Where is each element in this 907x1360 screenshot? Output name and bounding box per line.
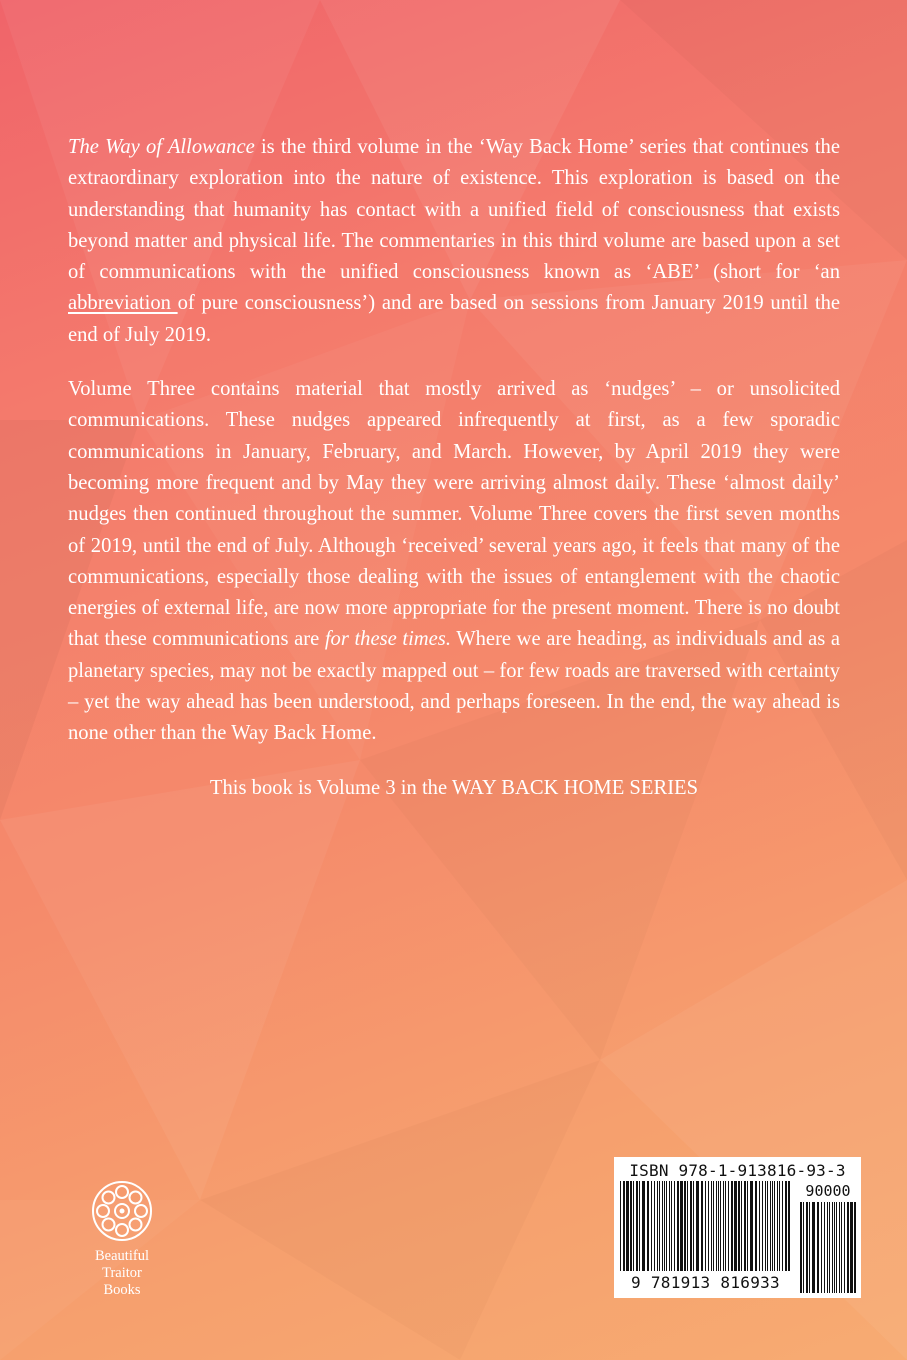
barcode-bar [827,1202,828,1293]
barcode-bar [718,1181,719,1271]
blurb-text: of pure consciousness’) and are based on sessions from January 2019 until the end of July 2019. [68,292,841,346]
barcode-bar [767,1181,768,1271]
barcode-bar [701,1181,703,1271]
publisher-name [76,1248,168,1299]
publisher-logo [76,1178,168,1299]
blurb-text: is the third volume in the ‘Way Back Home’ series that continues the extraordinary exploration into the nature of existence. This exploration is based on the understanding that humanity has contact with a unified field of consciousness that exists beyond matter and physical life. The commentaries in this third volume are based upon a set of communications with the unified consciousness known as ‘ABE’ (short for ‘an [68,136,840,284]
barcode-bar [847,1202,849,1293]
emphasis-text: for these times. [324,628,451,651]
barcode-bar [834,1202,835,1293]
barcode-bar [850,1202,853,1293]
ean-digits: 9 781913 816933 [631,1273,780,1292]
barcode-bar [690,1181,692,1271]
series-note: This book is Volume 3 in the WAY BACK HOME SERIES [209,776,699,799]
barcode-bar [824,1202,825,1293]
barcode-bar [809,1202,810,1293]
barcode-bar [723,1181,724,1271]
barcode-bar [666,1181,667,1271]
publisher-line: Beautiful [95,1248,149,1264]
barcode-bar [662,1181,663,1271]
barcode-bar [844,1202,845,1293]
barcode-bar [657,1181,658,1271]
barcode-bar [829,1202,830,1293]
barcode-bar [725,1181,726,1271]
blurb-text: Where we are heading, as individuals and as a planetary species, may not be exactly mapped out – for few roads are traversed with certainty – yet the way ahead has been understood, and perhaps foreseen. In the end, the way ahead is none other than the Way Back Home. [68,628,840,745]
barcode-bar [684,1181,686,1271]
barcode-bar [711,1181,712,1271]
barcode-bar [696,1181,699,1271]
blurb-paragraph-2 [68,374,840,750]
barcode-bar [626,1181,629,1271]
book-title: The Way of Allowance [68,136,255,158]
barcode-bar [782,1181,783,1271]
barcode-bar [654,1181,655,1271]
publisher-line: Traitor [102,1265,142,1281]
barcode-bar [647,1181,649,1271]
barcode-bar [693,1181,694,1271]
barcode-bar [716,1181,717,1271]
barcode-bar [708,1181,709,1271]
publisher-line: Books [103,1282,141,1298]
barcode-bar [854,1202,856,1293]
underlined-word: abbreviation [68,292,178,315]
barcode-bar [738,1181,740,1271]
barcode-bar [779,1181,780,1271]
barcode-bar [674,1181,675,1271]
barcode-bar [772,1181,773,1271]
barcode-bar [659,1181,660,1271]
barcode-bar [750,1181,753,1271]
barcode-bar [713,1181,714,1271]
isbn-barcode [614,1157,861,1298]
barcode-bar [731,1181,733,1271]
barcode-bar [669,1181,670,1271]
price-addon-digits: 90000 [805,1182,851,1200]
barcode-bar [664,1181,665,1271]
barcode-bar [734,1181,737,1271]
barcode-bar [832,1202,833,1293]
barcode-bar [677,1181,679,1271]
back-cover-blurb [68,132,840,827]
barcode-bar [687,1181,688,1271]
barcode-bar [836,1202,837,1293]
barcode-bar [755,1181,757,1271]
barcode-bar [642,1181,645,1271]
barcode-bar [744,1181,746,1271]
barcode-bar [651,1181,652,1271]
barcode-bar [639,1181,640,1271]
barcode-bar [806,1202,808,1293]
barcode-bar [774,1181,775,1271]
barcode-bar [812,1202,815,1293]
barcode-bar [817,1202,819,1293]
barcode-bar [800,1202,802,1293]
barcode-bar [671,1181,672,1271]
barcode-bar [803,1202,804,1293]
isbn-label: ISBN 978-1-913816-93-3 [629,1161,846,1180]
barcode-bar [636,1181,638,1271]
barcode-bar [680,1181,683,1271]
barcode-bar [741,1181,742,1271]
barcode-bar [633,1181,634,1271]
barcode-bar [821,1202,822,1293]
blurb-paragraph-1 [68,132,840,351]
barcode-bar [841,1202,842,1293]
barcode-bar [759,1181,760,1271]
barcode-bar [747,1181,748,1271]
barcode-bar [777,1181,778,1271]
barcode-bar [728,1181,729,1271]
barcode-bar [762,1181,763,1271]
barcode-bar [705,1181,706,1271]
barcode-bar [630,1181,632,1271]
barcode-bar [788,1181,790,1271]
barcode-bar [785,1181,787,1271]
mandala-icon [89,1178,155,1244]
barcode-bar [839,1202,840,1293]
barcode-bar [720,1181,721,1271]
barcode-bar [770,1181,771,1271]
barcode-bar [765,1181,766,1271]
blurb-text: Volume Three contains material that mostly arrived as ‘nudges’ – or unsolicited communications. These nudges appeared infrequently at first, as a few sporadic communications in January, February, and March. However, by April 2019 they were becoming more frequent and by May they were arriving almost daily. These ‘almost daily’ nudges then continued throughout the summer. Volume Three covers the first seven months of 2019, until the end of July. Although ‘received’ several years ago, it feels that many of the communications, especially those dealing with the issues of entanglement with the chaotic energies of external life, are now more appropriate for the present moment. There is no doubt that these communications are [68,378,840,651]
barcode-bar [623,1181,625,1271]
barcode-bar [620,1181,621,1271]
